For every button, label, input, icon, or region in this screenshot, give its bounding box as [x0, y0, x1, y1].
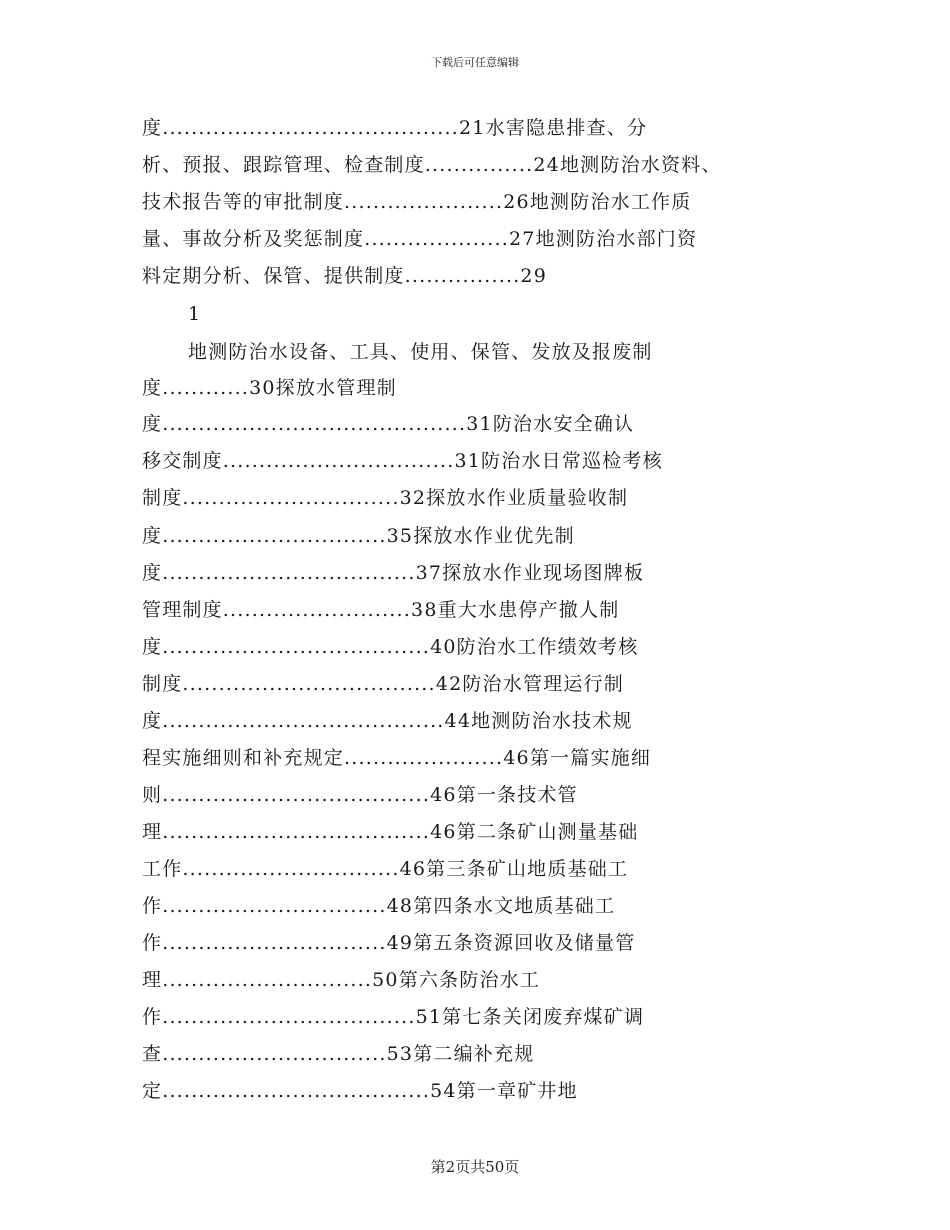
toc-line: 地测防治水设备、工具、使用、保管、发放及报废制: [188, 341, 653, 363]
toc-line: 度.....................................40防治水工作绩效考核: [142, 636, 639, 658]
toc-line: 度...............................35探放水作业优先制: [142, 525, 575, 547]
toc-line: 量、事故分析及奖惩制度....................27地测防治水部门资: [142, 228, 698, 250]
toc-line: 理.....................................46第二条矿山测量基础: [142, 821, 639, 843]
toc-line: 作...............................48第四条水文地质基础工: [142, 895, 616, 917]
page-header: 下载后可任意编辑: [431, 56, 519, 69]
toc-line: 管理制度..........................38重大水患停产撤人制: [142, 599, 620, 621]
toc-line: 度.......................................44地测防治水技术规: [142, 710, 633, 732]
toc-line: 作...............................49第五条资源回收及储量管: [142, 932, 636, 954]
toc-line: 定.....................................54第一章矿井地: [142, 1080, 578, 1102]
toc-line: 度..........................................31防治水安全确认: [142, 413, 635, 435]
toc-line: 移交制度................................31防治水日常巡检考核: [142, 450, 663, 472]
toc-line: 理.............................50第六条防治水工: [142, 969, 541, 991]
toc-line: 查...............................53第二编补充规: [142, 1043, 535, 1065]
toc-line: 度...................................37探放水作业现场图牌板: [142, 562, 645, 584]
toc-line: 则.....................................46第一条技术管: [142, 784, 578, 806]
toc-line: 工作..............................46第三条矿山地质基础工: [142, 858, 629, 880]
toc-line: 制度..............................32探放水作业质量验收制: [142, 487, 629, 509]
toc-line: 程实施细则和补充规定......................46第一篇实施细: [142, 747, 652, 769]
toc-line: 制度...................................42防治水管理运行制: [142, 673, 624, 695]
page-number-marker: 1: [188, 303, 202, 325]
toc-line: 技术报告等的审批制度......................26地测防治水工作质: [142, 191, 692, 213]
toc-line: 作...................................51第七条关闭废弃煤矿调: [142, 1006, 645, 1028]
toc-line: 度............30探放水管理制: [142, 377, 397, 399]
toc-line: 料定期分析、保管、提供制度................29: [142, 265, 548, 287]
toc-line: 度.........................................21水害隐患排查、分: [142, 117, 648, 139]
page-footer: 第2页共50页: [430, 1158, 520, 1176]
toc-line: 析、预报、跟踪管理、检查制度...............24地测防治水资料、: [142, 154, 722, 176]
